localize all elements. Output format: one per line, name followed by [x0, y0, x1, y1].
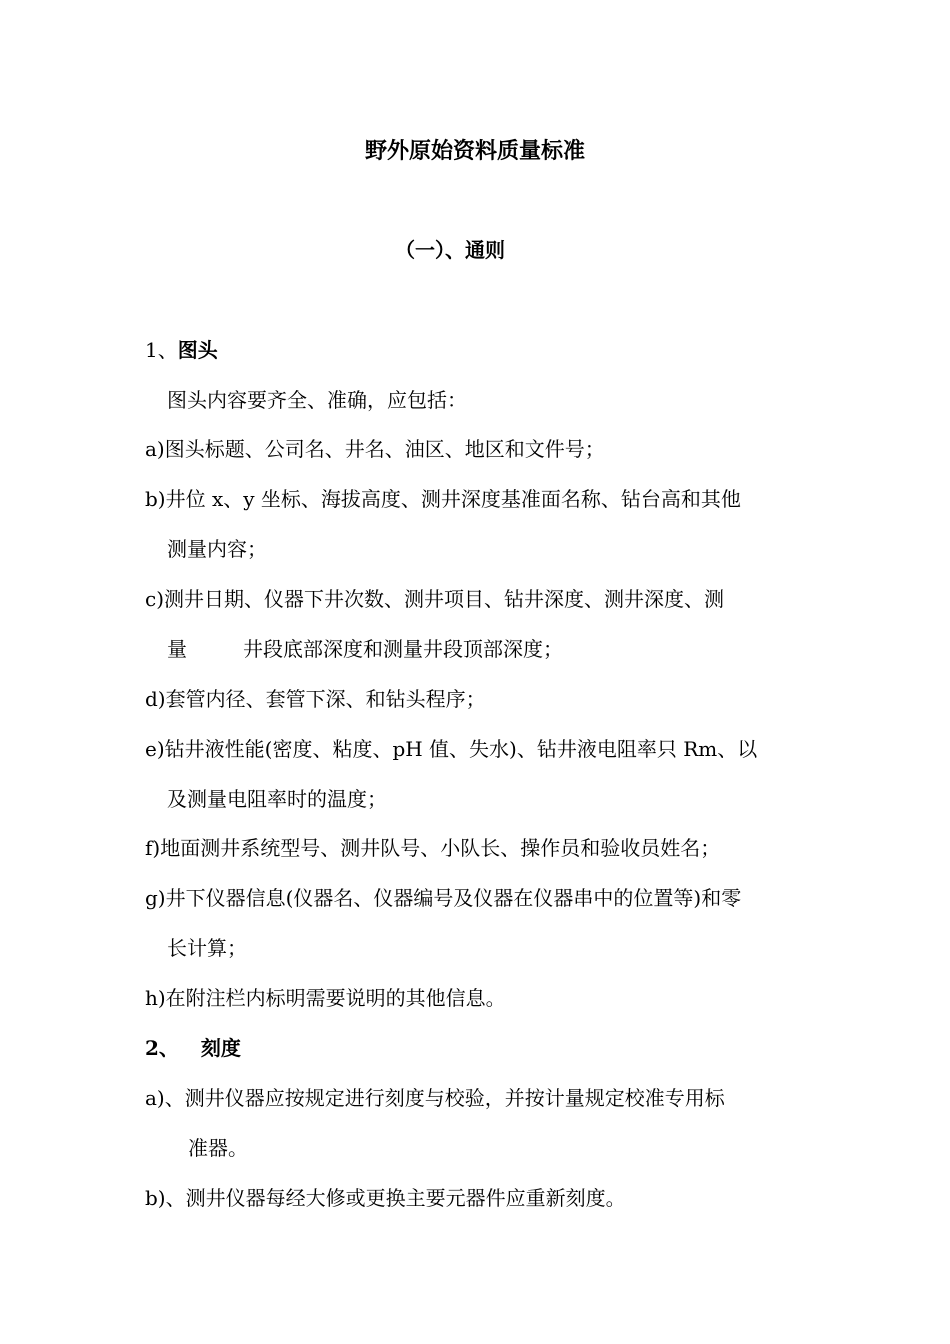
subsection-heading-1	[145, 335, 218, 365]
list-item-e: e)钻井液性能(密度、粘度、pH 值、失水)、钻井液电阻率只 Rm、以	[145, 737, 758, 761]
intro-paragraph: 图头内容要齐全、准确，应包括：	[167, 388, 467, 412]
document-title: 野外原始资料质量标准	[364, 138, 585, 164]
section-heading: （一）、通则	[395, 238, 505, 262]
calibration-item-a-continuation: 准器。	[188, 1136, 248, 1160]
list-item-g: g)井下仪器信息(仪器名、仪器编号及仪器在仪器串中的位置等)和零	[145, 886, 742, 910]
list-item-c: c)测井日期、仪器下井次数、测井项目、钻井深度、测井深度、测	[145, 587, 725, 611]
list-item-c-text: 井段底部深度和测量井段顶部深度；	[243, 637, 563, 661]
list-item-a: a)图头标题、公司名、井名、油区、地区和文件号；	[145, 437, 605, 461]
list-item-c-continuation	[167, 634, 563, 664]
subsection-number: 1、	[145, 338, 178, 362]
list-item-b: b)井位 x、y 坐标、海拔高度、测井深度基准面名称、钻台高和其他	[145, 487, 741, 511]
calibration-item-a: a)、测井仪器应按规定进行刻度与校验，并按计量规定校准专用标	[145, 1086, 725, 1110]
list-item-h: h)在附注栏内标明需要说明的其他信息。	[145, 986, 506, 1010]
list-item-f: f)地面测井系统型号、测井队号、小队长、操作员和验收员姓名；	[145, 836, 721, 860]
subsection-title: 图头	[177, 338, 218, 362]
subsection-heading-2	[145, 1033, 241, 1063]
list-item-c-word: 量	[167, 637, 187, 661]
list-item-d: d)套管内径、套管下深、和钻头程序；	[145, 687, 486, 711]
list-item-e-continuation: 及测量电阻率时的温度；	[167, 787, 387, 811]
list-item-b-continuation: 测量内容；	[167, 537, 267, 561]
subsection-title: 刻度	[200, 1036, 241, 1060]
subsection-number: 2、	[145, 1036, 179, 1060]
calibration-item-b: b)、测井仪器每经大修或更换主要元器件应重新刻度。	[145, 1186, 626, 1210]
list-item-g-continuation: 长计算；	[167, 936, 247, 960]
